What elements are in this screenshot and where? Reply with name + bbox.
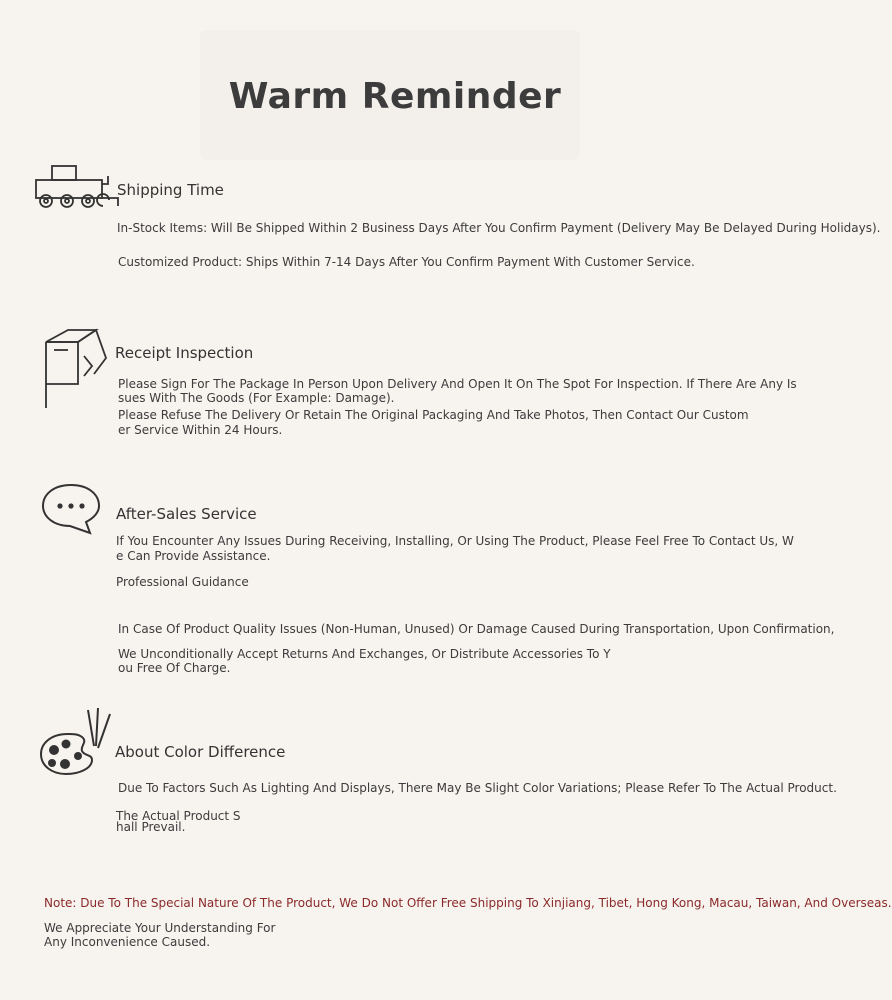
section-title-after-sales: After-Sales Service [116, 505, 257, 523]
after-sales-line-3: Professional Guidance [116, 575, 249, 589]
paint-palette-icon [38, 706, 116, 776]
after-sales-line-2: e Can Provide Assistance. [116, 549, 271, 563]
receipt-line-2: sues With The Goods (For Example: Damage). [118, 391, 395, 405]
closing-line-2: Any Inconvenience Caused. [44, 935, 211, 949]
shipping-line-2: Customized Product: Ships Within 7-14 Days After You Confirm Payment With Customer Service. [118, 255, 695, 269]
receipt-line-3: Please Refuse The Delivery Or Retain The Original Packaging And Take Photos, Then Contact Our Custom [118, 408, 749, 422]
color-line-1: Due To Factors Such As Lighting And Displays, There May Be Slight Color Variations; Please Refer To The Actual Product. [118, 781, 837, 795]
shipping-note: Note: Due To The Special Nature Of The Product, We Do Not Offer Free Shipping To Xinjiang, Tibet, Hong Kong, Macau, Taiwan, And Overseas. [44, 896, 892, 910]
closing-line-1: We Appreciate Your Understanding For [44, 921, 276, 935]
after-sales-line-1: If You Encounter Any Issues During Receiving, Installing, Or Using The Product, Please Feel Free To Contact Us, W [116, 534, 794, 548]
page-title: Warm Reminder [228, 76, 562, 117]
after-sales-line-5: We Unconditionally Accept Returns And Exchanges, Or Distribute Accessories To Y [118, 647, 611, 661]
receipt-line-4: er Service Within 24 Hours. [118, 423, 283, 437]
after-sales-line-4: In Case Of Product Quality Issues (Non-Human, Unused) Or Damage Caused During Transportation, Upon Confirmation, [118, 622, 835, 636]
color-line-3: hall Prevail. [116, 820, 186, 834]
chat-bubble-icon [40, 482, 102, 536]
section-title-receipt: Receipt Inspection [115, 344, 254, 362]
after-sales-line-6: ou Free Of Charge. [118, 661, 231, 675]
receipt-line-1: Please Sign For The Package In Person Upon Delivery And Open It On The Spot For Inspection. If There Are Any Is [118, 377, 797, 391]
package-box-icon [40, 328, 108, 410]
color-line-2: The Actual Product S [116, 809, 241, 823]
truck-icon [34, 164, 120, 210]
shipping-line-1: In-Stock Items: Will Be Shipped Within 2 Business Days After You Confirm Payment (Delivery May Be Delayed During Holidays). [117, 221, 881, 235]
section-title-shipping: Shipping Time [117, 181, 224, 199]
section-title-color: About Color Difference [115, 743, 286, 761]
